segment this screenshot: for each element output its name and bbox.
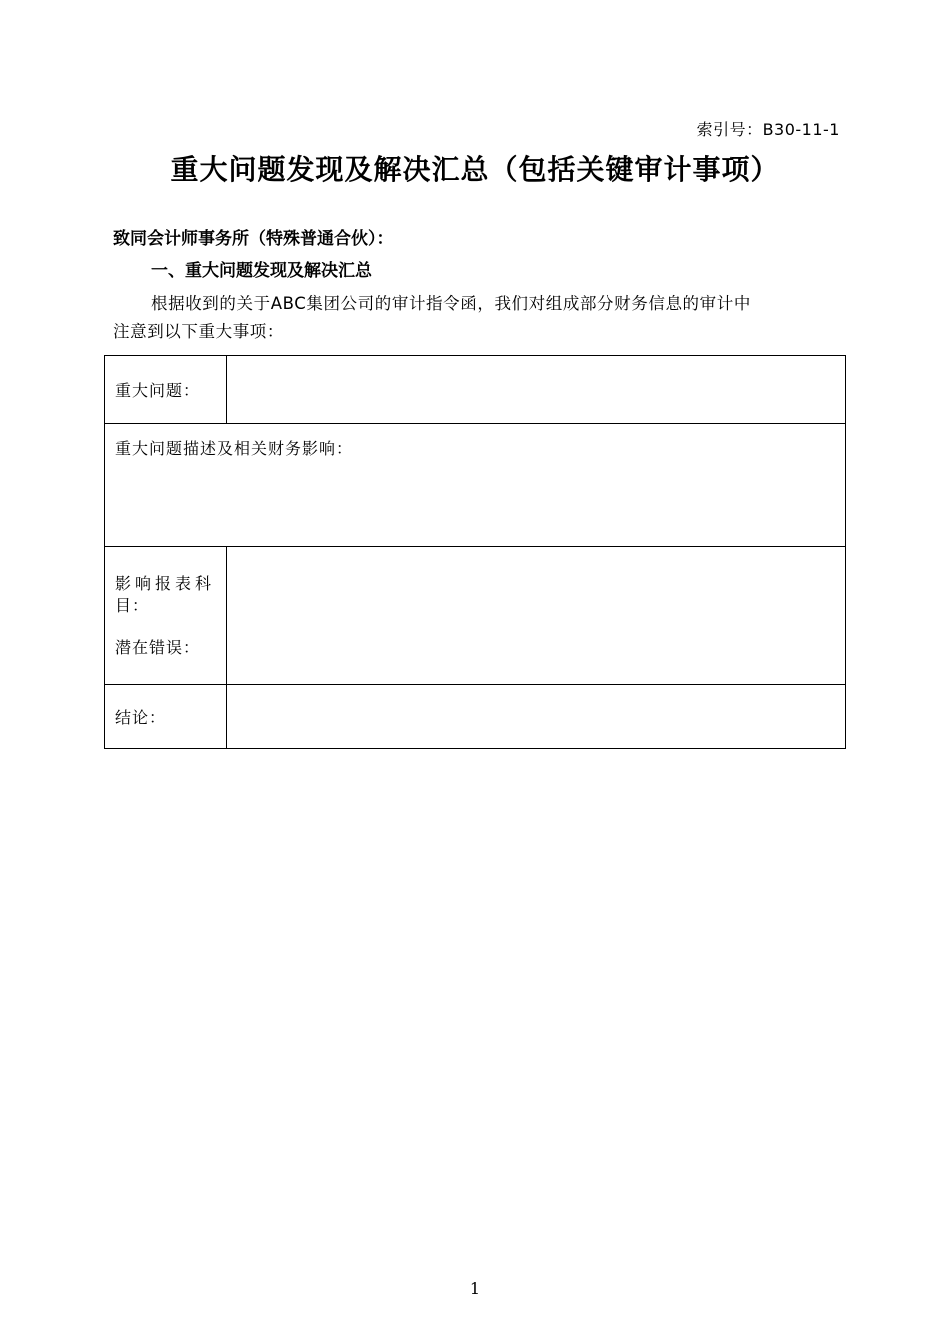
potential-error-label: 潜在错误： bbox=[115, 637, 201, 657]
document-title: 重大问题发现及解决汇总（包括关键审计事项） bbox=[170, 153, 780, 186]
major-issue-label: 重大问题： bbox=[105, 356, 227, 424]
description-cell[interactable] bbox=[105, 424, 846, 547]
affected-items-label-line2: 目： bbox=[115, 595, 150, 615]
description-row bbox=[105, 424, 846, 547]
page-number: 1 bbox=[469, 1279, 481, 1298]
addressee: 致同会计师事务所（特殊普通合伙）： bbox=[113, 229, 394, 249]
major-issue-field[interactable] bbox=[227, 356, 846, 424]
conclusion-label: 结论： bbox=[105, 685, 227, 749]
issues-table bbox=[104, 355, 846, 749]
affected-items-field[interactable] bbox=[227, 547, 846, 685]
intro-line-2: 注意到以下重大事项： bbox=[113, 322, 284, 341]
index-number: 索引号：B30-11-1 bbox=[696, 120, 840, 139]
description-label: 重大问题描述及相关财务影响： bbox=[115, 439, 354, 458]
affected-items-label-line1: 影响报表科 bbox=[115, 573, 216, 593]
intro-paragraph bbox=[113, 290, 833, 346]
affected-items-row bbox=[105, 547, 846, 685]
conclusion-row bbox=[105, 685, 846, 749]
section-heading: 一、重大问题发现及解决汇总 bbox=[151, 261, 372, 281]
affected-items-label-cell bbox=[105, 547, 227, 685]
conclusion-field[interactable] bbox=[227, 685, 846, 749]
major-issue-row bbox=[105, 356, 846, 424]
intro-line-1: 根据收到的关于ABC集团公司的审计指令函，我们对组成部分财务信息的审计中 bbox=[151, 294, 751, 313]
